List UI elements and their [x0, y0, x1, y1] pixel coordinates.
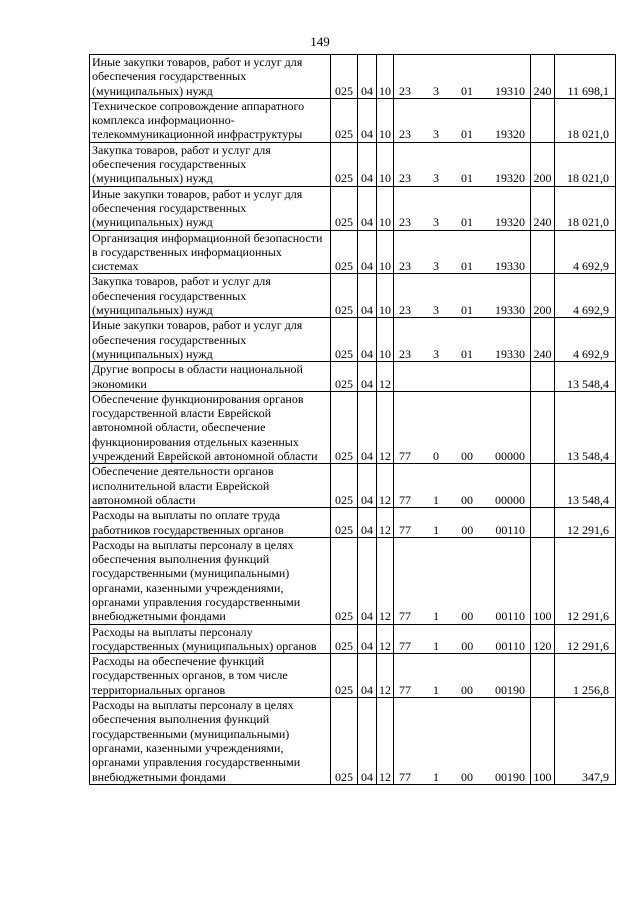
expense-type-cell: 240 — [531, 55, 555, 99]
row-name-cell: Расходы на выплаты по оплате труда работников государственных органов — [90, 508, 331, 538]
target-article-part: 3 — [433, 83, 439, 98]
subsection-cell: 10 — [377, 318, 394, 362]
table-row — [90, 464, 616, 508]
target-article-cell — [394, 391, 531, 463]
expense-type-cell: 100 — [531, 537, 555, 624]
expense-type-cell: 200 — [531, 142, 555, 186]
amount-cell: 12 291,6 — [555, 624, 616, 654]
table-row — [90, 391, 616, 463]
target-article-part: 3 — [433, 127, 439, 142]
target-article-cell — [394, 55, 531, 99]
grbs-cell: 025 — [331, 318, 358, 362]
target-article-cell — [394, 274, 531, 318]
subsection-cell: 10 — [377, 142, 394, 186]
target-article-part: 01 — [461, 259, 473, 274]
expense-type-cell: 200 — [531, 274, 555, 318]
target-article-part: 00000 — [495, 449, 525, 464]
target-article-part: 00110 — [495, 522, 525, 537]
target-article-part: 77 — [399, 492, 411, 507]
target-article-part: 3 — [433, 303, 439, 318]
target-article-part: 23 — [399, 303, 411, 318]
target-article-part: 00 — [461, 769, 473, 784]
row-name-cell: Другие вопросы в области национальной экономики — [90, 362, 331, 392]
target-article-part: 00110 — [495, 638, 525, 653]
target-article-cell — [394, 98, 531, 142]
expense-type-cell — [531, 654, 555, 698]
section-cell: 04 — [358, 274, 377, 318]
table-row — [90, 55, 616, 99]
amount-cell: 4 692,9 — [555, 318, 616, 362]
section-cell: 04 — [358, 55, 377, 99]
target-article-part: 77 — [399, 638, 411, 653]
row-name-cell: Обеспечение деятельности органов исполнительной власти Еврейской автономной области — [90, 464, 331, 508]
section-cell: 04 — [358, 362, 377, 392]
target-article-part: 00 — [461, 638, 474, 653]
grbs-cell: 025 — [331, 230, 358, 274]
page-number: 149 — [310, 34, 330, 49]
grbs-cell: 025 — [331, 274, 358, 318]
amount-cell: 4 692,9 — [555, 230, 616, 274]
subsection-cell: 12 — [377, 698, 394, 785]
expense-type-cell — [531, 464, 555, 508]
subsection-cell: 12 — [377, 537, 394, 624]
amount-cell: 18 021,0 — [555, 186, 616, 230]
target-article-cell — [394, 362, 531, 392]
target-article-part: 1 — [433, 492, 439, 507]
target-article-cell — [394, 142, 531, 186]
target-article-cell — [394, 318, 531, 362]
grbs-cell: 025 — [331, 537, 358, 624]
expense-type-cell — [531, 391, 555, 463]
subsection-cell: 10 — [377, 230, 394, 274]
amount-cell: 12 291,6 — [555, 508, 616, 538]
grbs-cell: 025 — [331, 698, 358, 785]
amount-cell: 11 698,1 — [555, 55, 616, 99]
row-name-cell: Расходы на обеспечение функций государственных органов, в том числе территориальных органов — [90, 654, 331, 698]
target-article-cell — [394, 624, 531, 654]
section-cell: 04 — [358, 230, 377, 274]
budget-table — [89, 54, 616, 785]
target-article-part: 3 — [433, 171, 439, 186]
table-row — [90, 362, 616, 392]
target-article-part: 23 — [399, 259, 411, 274]
target-article-part: 01 — [461, 215, 473, 230]
grbs-cell: 025 — [331, 624, 358, 654]
target-article-part: 19330 — [495, 346, 525, 361]
subsection-cell: 12 — [377, 508, 394, 538]
amount-cell: 13 548,4 — [555, 391, 616, 463]
subsection-cell: 10 — [377, 98, 394, 142]
table-row — [90, 654, 616, 698]
budget-table-body — [90, 55, 616, 785]
target-article-part: 77 — [399, 769, 411, 784]
target-article-cell — [394, 186, 531, 230]
row-name-cell: Иные закупки товаров, работ и услуг для обеспечения государственных (муниципальных) нужд — [90, 318, 331, 362]
target-article-part: 77 — [399, 522, 411, 537]
target-article-part: 19320 — [495, 127, 525, 142]
target-article-part: 19320 — [495, 215, 525, 230]
expense-type-cell: 240 — [531, 318, 555, 362]
target-article-part: 77 — [399, 609, 411, 624]
target-article-part: 23 — [399, 171, 411, 186]
subsection-cell: 12 — [377, 391, 394, 463]
target-article-part: 01 — [461, 171, 473, 186]
target-article-part: 0 — [433, 449, 439, 464]
target-article-part: 01 — [461, 127, 473, 142]
row-name-cell: Обеспечение функционирования органов государственной власти Еврейской автономной области, обеспечение функционирования отдельных казенных учреждений Еврейской автономной области — [90, 391, 331, 463]
target-article-part: 3 — [433, 259, 439, 274]
section-cell: 04 — [358, 98, 377, 142]
section-cell: 04 — [358, 508, 377, 538]
expense-type-cell — [531, 362, 555, 392]
target-article-part: 19320 — [495, 171, 525, 186]
amount-cell: 347,9 — [555, 698, 616, 785]
table-row — [90, 186, 616, 230]
expense-type-cell — [531, 230, 555, 274]
section-cell: 04 — [358, 318, 377, 362]
target-article-part: 1 — [433, 522, 440, 537]
section-cell: 04 — [358, 654, 377, 698]
subsection-cell: 10 — [377, 274, 394, 318]
grbs-cell: 025 — [331, 464, 358, 508]
subsection-cell: 10 — [377, 55, 394, 99]
row-name-cell: Иные закупки товаров, работ и услуг для обеспечения государственных (муниципальных) нужд — [90, 186, 331, 230]
target-article-part: 00190 — [495, 682, 525, 697]
target-article-cell — [394, 537, 531, 624]
grbs-cell: 025 — [331, 142, 358, 186]
target-article-part: 00 — [461, 492, 473, 507]
target-article-part: 01 — [461, 303, 473, 318]
section-cell: 04 — [358, 464, 377, 508]
expense-type-cell: 240 — [531, 186, 555, 230]
grbs-cell: 025 — [331, 98, 358, 142]
amount-cell: 4 692,9 — [555, 274, 616, 318]
target-article-cell — [394, 508, 531, 538]
target-article-part: 19310 — [495, 83, 525, 98]
table-row — [90, 142, 616, 186]
grbs-cell: 025 — [331, 55, 358, 99]
expense-type-cell: 120 — [531, 624, 555, 654]
target-article-part: 00190 — [495, 769, 525, 784]
target-article-part: 19330 — [495, 259, 525, 274]
target-article-part: 77 — [399, 682, 411, 697]
section-cell: 04 — [358, 186, 377, 230]
subsection-cell: 12 — [377, 464, 394, 508]
table-row — [90, 318, 616, 362]
target-article-part: 00000 — [495, 492, 525, 507]
subsection-cell: 12 — [377, 362, 394, 392]
target-article-part: 3 — [433, 346, 439, 361]
target-article-part: 19330 — [495, 303, 525, 318]
target-article-cell — [394, 464, 531, 508]
target-article-part: 00 — [461, 682, 473, 697]
row-name-cell: Организация информационной безопасности в государственных информационных системах — [90, 230, 331, 274]
target-article-part: 1 — [433, 682, 439, 697]
target-article-cell — [394, 654, 531, 698]
row-name-cell: Техническое сопровождение аппаратного комплекса информационно-телекоммуникационной инфраструктуры — [90, 98, 331, 142]
subsection-cell: 12 — [377, 654, 394, 698]
subsection-cell: 12 — [377, 624, 394, 654]
table-row — [90, 537, 616, 624]
expense-type-cell — [531, 508, 555, 538]
amount-cell: 13 548,4 — [555, 362, 616, 392]
target-article-part: 00 — [461, 522, 474, 537]
section-cell: 04 — [358, 142, 377, 186]
section-cell: 04 — [358, 391, 377, 463]
target-article-part: 23 — [399, 346, 411, 361]
grbs-cell: 025 — [331, 362, 358, 392]
target-article-part: 01 — [461, 346, 473, 361]
target-article-part: 23 — [399, 83, 411, 98]
grbs-cell: 025 — [331, 508, 358, 538]
target-article-part: 1 — [433, 609, 440, 624]
target-article-part: 23 — [399, 215, 411, 230]
table-row — [90, 624, 616, 654]
target-article-part: 00 — [461, 449, 473, 464]
grbs-cell: 025 — [331, 654, 358, 698]
amount-cell: 18 021,0 — [555, 142, 616, 186]
expense-type-cell: 100 — [531, 698, 555, 785]
expense-type-cell — [531, 98, 555, 142]
target-article-part: 00110 — [495, 609, 525, 624]
target-article-part: 3 — [433, 215, 439, 230]
grbs-cell: 025 — [331, 186, 358, 230]
target-article-part: 1 — [433, 638, 440, 653]
target-article-cell — [394, 698, 531, 785]
target-article-part: 23 — [399, 127, 411, 142]
grbs-cell: 025 — [331, 391, 358, 463]
section-cell: 04 — [358, 624, 377, 654]
table-row — [90, 98, 616, 142]
amount-cell: 18 021,0 — [555, 98, 616, 142]
row-name-cell: Расходы на выплаты персоналу в целях обеспечения выполнения функций государственными (муниципальными) органами, казенными учреждениями, органами управления государственными внебюджетными фондами — [90, 698, 331, 785]
target-article-part: 1 — [433, 769, 439, 784]
row-name-cell: Иные закупки товаров, работ и услуг для обеспечения государственных (муниципальных) нужд — [90, 55, 331, 99]
row-name-cell: Расходы на выплаты персоналу в целях обеспечения выполнения функций государственными (муниципальными) органами, казенными учреждениями, органами управления государственными внебюджетными фондами — [90, 537, 331, 624]
table-row — [90, 698, 616, 785]
table-row — [90, 230, 616, 274]
amount-cell: 1 256,8 — [555, 654, 616, 698]
section-cell: 04 — [358, 537, 377, 624]
amount-cell: 13 548,4 — [555, 464, 616, 508]
subsection-cell: 10 — [377, 186, 394, 230]
table-row — [90, 274, 616, 318]
target-article-cell — [394, 230, 531, 274]
row-name-cell: Закупка товаров, работ и услуг для обеспечения государственных (муниципальных) нужд — [90, 274, 331, 318]
row-name-cell: Закупка товаров, работ и услуг для обеспечения государственных (муниципальных) нужд — [90, 142, 331, 186]
target-article-part: 01 — [461, 83, 473, 98]
row-name-cell: Расходы на выплаты персоналу государственных (муниципальных) органов — [90, 624, 331, 654]
section-cell: 04 — [358, 698, 377, 785]
target-article-part: 77 — [399, 449, 411, 464]
target-article-part: 00 — [461, 609, 474, 624]
table-row — [90, 508, 616, 538]
amount-cell: 12 291,6 — [555, 537, 616, 624]
